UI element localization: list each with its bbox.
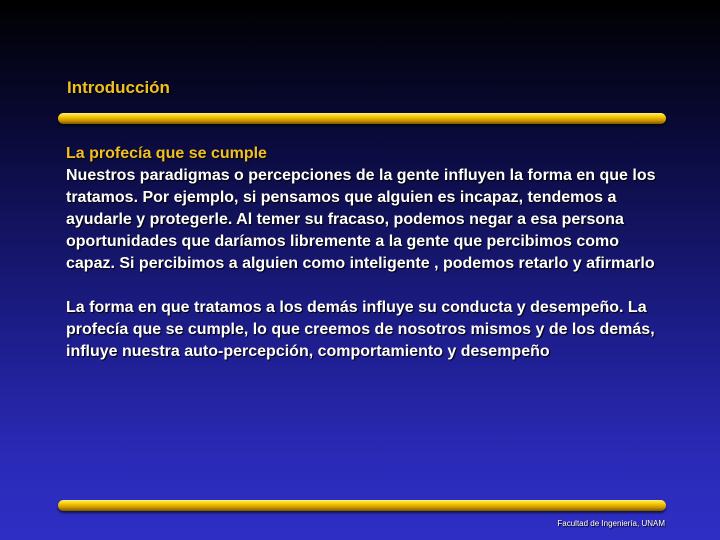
bottom-divider-bar bbox=[58, 500, 666, 511]
slide-body bbox=[66, 143, 666, 363]
slide-subtitle: La profecía que se cumple bbox=[66, 145, 267, 162]
paragraph-2: La forma en que tratamos a los demás influye su conducta y desempeño. La profecía que se cumple, lo que creemos de nosotros mismos y de los demás, influye nuestra auto-percepción, comportamiento y desempeño bbox=[66, 299, 655, 360]
footer-credit: Facultad de Ingeniería, UNAM bbox=[557, 519, 665, 528]
paragraph-1: Nuestros paradigmas o percepciones de la gente influyen la forma en que los tratamos. Por ejemplo, si pensamos que alguien es incapaz, tendemos a ayudarle y protegerle. Al temer su fracaso, podemos negar a esa persona oportunidades que daríamos libremente a la gente que percibimos como capaz. Si percibimos a alguien como inteligente , podemos retarlo y afirmarlo bbox=[66, 167, 656, 272]
slide-title: Introducción bbox=[67, 78, 170, 97]
top-divider-bar bbox=[58, 113, 666, 124]
